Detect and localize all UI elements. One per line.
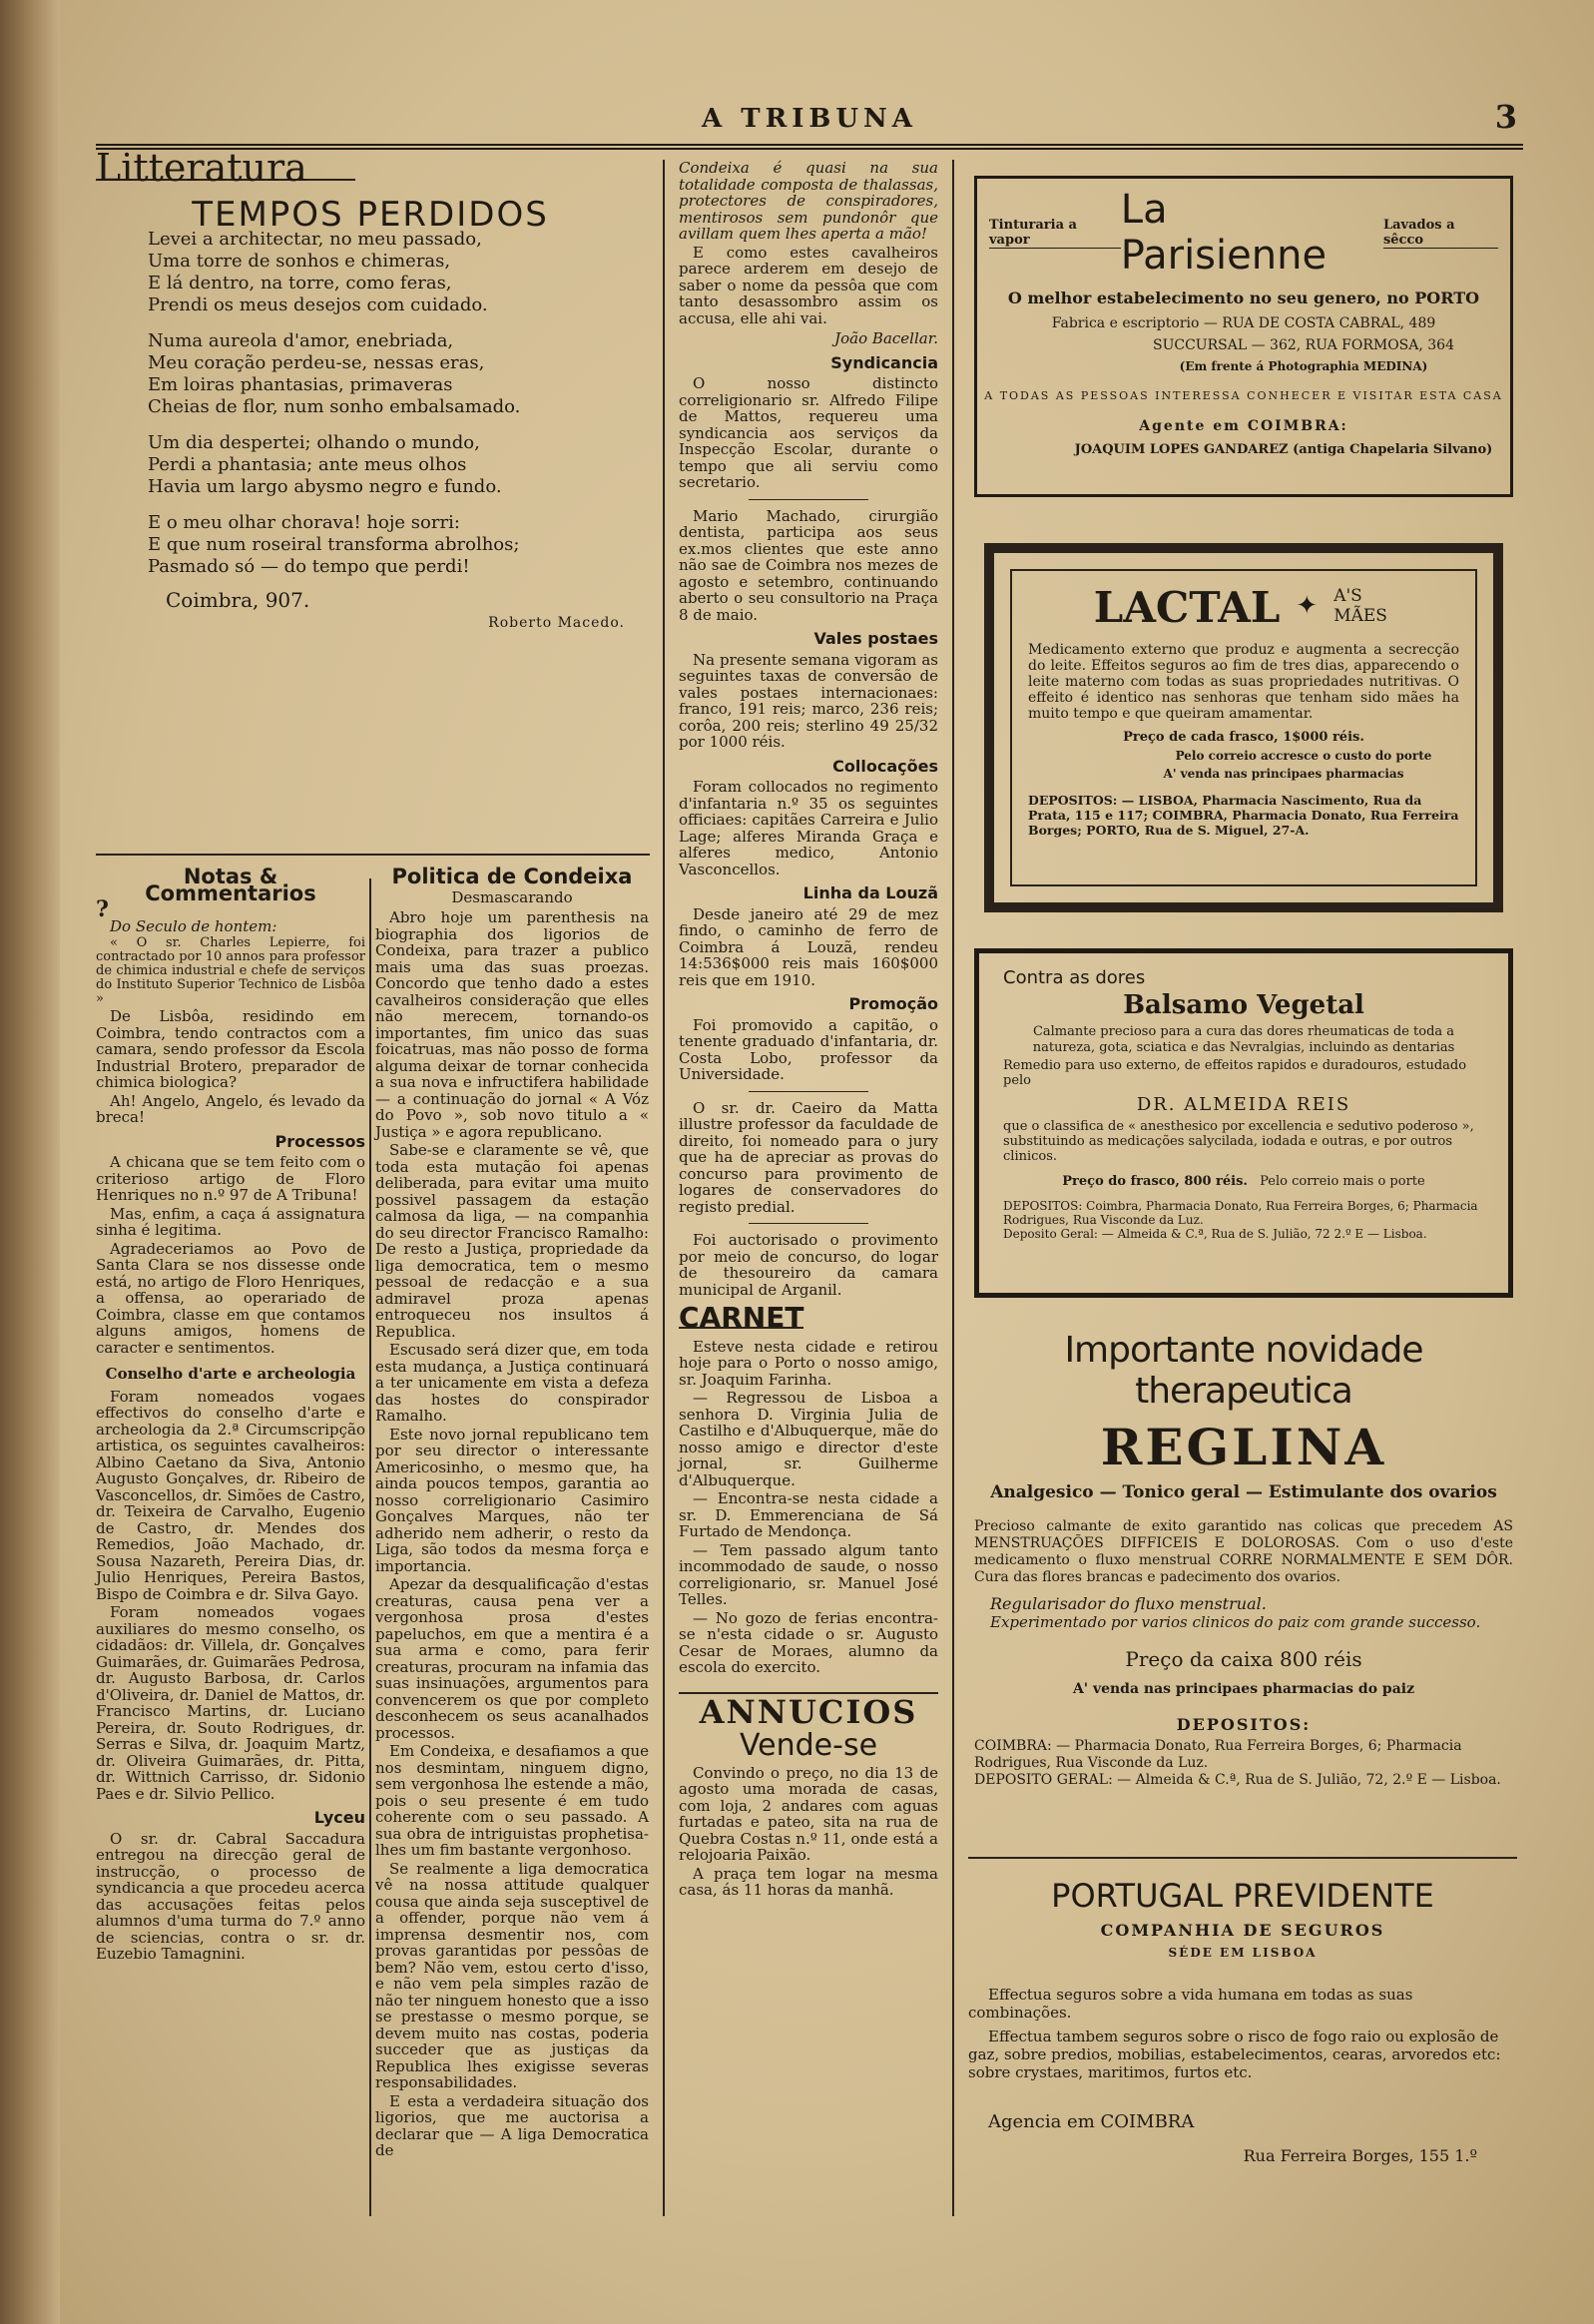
subsection-heading: Syndicancia xyxy=(830,352,938,372)
poem-line: Meu coração perdeu-se, nessas eras, xyxy=(148,352,485,373)
ad-la-parisienne xyxy=(974,176,1513,497)
ad-text: Calmante precioso para a cura das dores rheumaticas de toda a natureza, gota, sciatica e das Nevralgias, incluindo as dentarias xyxy=(1032,1024,1455,1055)
ad-brand: Balsamo Vegetal xyxy=(1123,990,1364,1020)
ad-portugal-previdente xyxy=(968,1867,1517,2165)
ad-text: Effectua tambem seguros sobre o risco de fogo raio ou explosão de gaz, sobre predios, mobilias, estabelecimentos, cearas, arvoredos etc: sobre crystaes, maritimos, furtos etc. xyxy=(968,2028,1501,2081)
poem-stanza xyxy=(148,330,645,418)
poem-line: Havia um largo abysmo negro e fundo. xyxy=(148,476,502,497)
poem-stanza xyxy=(148,229,645,316)
ad-text: Precioso calmante de exito garantido nas colicas que precedem AS MENSTRUAÇÕES DIFFICEIS E DOLOROSAS. Com o uso d'este medicamento o fluxo menstrual CORRE NORMALMENTE E SEM DÔR. Cura das flores brancas e padecimento dos ovarios. xyxy=(974,1518,1513,1585)
ad-text: Contra as dores xyxy=(1003,967,1146,988)
ad-text: SÉDE EM LISBOA xyxy=(1168,1946,1318,1960)
ad-text: Agencia em COIMBRA xyxy=(988,2111,1195,2132)
paragraph: Apezar da desqualificação d'estas creaturas, causa pena ver a vergonhosa prosa d'estes papeluchos, em que a mentira é a sua arma e como, para ferir creaturas, procuram na infamia das suas insinuações, argumentos para convencerem os que por completo desconhecem os seus acanalhados processos. xyxy=(375,1575,649,1742)
ad-brand: REGLINA xyxy=(1100,1418,1387,1476)
column-rule xyxy=(952,160,954,2216)
subsection-heading: Processos xyxy=(274,1131,365,1151)
ad-text: O melhor estabelecimento no seu genero, no PORTO xyxy=(1007,289,1480,307)
poem-line: Cheias de flor, num sonho embalsamado. xyxy=(148,396,521,417)
ad-text: DEPOSITO GERAL: — Almeida & C.ª, Rua de S. Julião, 72, 2.º E — Lisboa. xyxy=(974,1772,1501,1788)
paragraph: O nosso distincto correligionario sr. Alfredo Filipe de Mattos, requereu uma syndicancia aos serviços da Inspecção Escolar, durante o tempo que ali serviu como secretario. xyxy=(679,374,938,491)
poem-line: Numa aureola d'amor, enebriada, xyxy=(148,330,454,351)
paragraph: Agradeceriamos ao Povo de Santa Clara se nos dissesse onde está, no artigo de Floro Henriques, a offensa, ao operariado de Coimbra, classe em que contamos alguns amigos, homens de caracter e sentimentos. xyxy=(96,1239,365,1357)
poem-title: TEMPOS PERDIDOS xyxy=(192,194,549,235)
ad-brand: La Parisienne xyxy=(1120,187,1328,279)
subsection-heading: Promoção xyxy=(848,994,938,1013)
ad-price: Preço do frasco, 800 réis. xyxy=(1062,1174,1248,1189)
paragraph: Abro hoje um parenthesis na biographia dos ligorios de Condeixa, para trazer a publico mais uma das suas proezas. Concordo que tenho dado a estes cavalheiros consideração que elles não merecem, tornando-os importantes, fim unico das suas foicatruas, mas não posso de forma alguma deixar de tornar conhecida a sua nova e infructifera habilidade — a continuação do jornal « A Vóz do Povo », sob novo titulo a « Justiça » e agora republicano. xyxy=(375,908,649,1141)
ad-text: SUCCURSAL — 362, RUA FORMOSA, 364 xyxy=(1152,337,1454,353)
column-rule xyxy=(663,160,665,2216)
ad-label: Lavados a sêcco xyxy=(1383,218,1498,249)
ad-text: JOAQUIM LOPES GANDAREZ (antiga Chapelaria Silvano) xyxy=(1074,442,1493,457)
book-spine xyxy=(0,0,60,2324)
ad-text: DEPOSITOS: — LISBOA, Pharmacia Nascimento, Rua da Prata, 115 e 117; COIMBRA, Pharmacia Donato, Rua Ferreira Borges; PORTO, Rua de S. Miguel, 27-A. xyxy=(1028,793,1459,838)
poem-place: Coimbra, 907. xyxy=(166,588,310,612)
ad-text: Medicamento externo que produz e augmenta a secrecção do leite. Effeitos seguros ao fim de tres dias, apparecendo o leite materno com todas as suas propriedades nutritivas. O effeito é identico nas senhoras que tenham sido mães ha muito tempo e que queiram amamentar. xyxy=(1028,642,1459,722)
ad-text: COMPANHIA DE SEGUROS xyxy=(1100,1921,1385,1940)
poem-line: Levei a architectar, no meu passado, xyxy=(148,229,482,250)
politica-section xyxy=(375,865,649,2161)
poem-line: Um dia despertei; olhando o mundo, xyxy=(148,432,480,453)
paragraph: — Encontra-se nesta cidade a sr. D. Emmerenciana de Sá Furtado de Mendonça. xyxy=(679,1489,938,1540)
ad-reglina xyxy=(974,1330,1513,1789)
paragraph: Em Condeixa, e desafiamos a que nos desmintam, ninguem digno, sem vergonhosa lhe estende a mão, pois o seu presente é em tudo coherente com o seu passado. A sua obra de intriguistas prophetisa-lhes um fim bastante vergonhoso. xyxy=(375,1742,649,1859)
subsection-heading: Collocações xyxy=(832,756,938,776)
paragraph: Foi auctorisado o provimento por meio de concurso, do logar de thesoureiro da camara municipal de Arganil. xyxy=(679,1231,938,1299)
paragraph: E como estes cavalheiros parece arderem em desejo de saber o nome da pessôa que com tanto desassombro assim os accusa, elle ahi vai. xyxy=(679,243,938,327)
star-icon: ✦ xyxy=(1296,590,1319,621)
column-rule xyxy=(369,878,371,2216)
ad-doctor: DR. ALMEIDA REIS xyxy=(1136,1094,1351,1115)
vende-heading: Vende-se xyxy=(739,1728,878,1763)
ad-text: Pelo correio mais o porte xyxy=(1260,1174,1425,1189)
poem-line: Perdi a phantasia; ante meus olhos xyxy=(148,454,467,475)
ad-price-row xyxy=(1003,1174,1484,1189)
ad-text: Analgesico — Tonico geral — Estimulante dos ovarios xyxy=(990,1482,1497,1502)
news-column xyxy=(679,160,938,1901)
poem-line: Pasmado só — do tempo que perdi! xyxy=(148,556,470,577)
ad-text: (Em frente á Photographia MEDINA) xyxy=(1179,359,1428,373)
poem-stanza xyxy=(148,512,645,578)
ad-text: DEPOSITOS: xyxy=(1176,1715,1312,1734)
section-rule xyxy=(968,1857,1517,1859)
annuncios-heading: ANNUCIOS xyxy=(679,1692,938,1721)
paragraph: — No gozo de ferias encontra-se n'esta cidade o sr. Augusto Cesar de Moraes, alumno da escola do exercito. xyxy=(679,1608,938,1676)
newspaper-title: A TRIBUNA xyxy=(702,104,917,134)
ad-text: A' venda nas principaes pharmacias xyxy=(1163,767,1404,781)
subsection-heading: Vales postaes xyxy=(813,629,938,648)
paragraph: A chicana que se tem feito com o criterioso artigo de Floro Henriques no n.º 97 de A Tribuna! xyxy=(96,1153,365,1204)
ad-text: Experimentado por varios clinicos do paiz com grande successo. xyxy=(990,1613,1481,1631)
ad-text: Effectua seguros sobre a vida humana em todas as suas combinações. xyxy=(968,1986,1413,2022)
litteratura-section xyxy=(96,146,645,849)
ad-price: Preço da caixa 800 réis xyxy=(1125,1647,1362,1671)
ad-inner xyxy=(1010,569,1477,886)
ad-text: A TODAS AS PESSOAS INTERESSA CONHECER E VISITAR ESTA CASA xyxy=(984,389,1503,402)
paragraph: O sr. dr. Cabral Saccadura entregou na direcção geral de instrucção, o processo de syndicancia a que procedeu acerca das accusações feitas pelos alumnos d'uma turma do 7.º anno de sciencias, contra o sr. dr. Euzebio Tamagnini. xyxy=(96,1829,365,1963)
subsection-heading: Linha da Louzã xyxy=(802,883,938,902)
subsection-heading: Conselho d'arte e archeologia xyxy=(105,1365,356,1383)
paragraph: Esteve nesta cidade e retirou hoje para o Porto o nosso amigo, sr. Joaquim Farinha. xyxy=(679,1337,938,1389)
paragraph: A praça tem logar na mesma casa, ás 11 horas da manhã. xyxy=(679,1864,938,1899)
ad-subtitle: A'S MÃES xyxy=(1333,585,1387,626)
ad-text: A' venda nas principaes pharmacias do paiz xyxy=(1072,1681,1415,1697)
paragraph: O sr. dr. Caeiro da Matta illustre professor da faculdade de direito, foi nomeado para o jury que ha de apreciar as provas do concurso para provimento de logares de conservadores do registo predial. xyxy=(679,1098,938,1216)
page-number: 3 xyxy=(1494,98,1517,136)
paragraph: Mas, enfim, a caça á assignatura sinha é legitima. xyxy=(96,1204,365,1239)
paragraph: De Lisbôa, residindo em Coimbra, tendo contractos com a camara, sendo professor da Escola Industrial Brotero, preparador de chimica biologica? xyxy=(96,1007,365,1091)
ad-text: Pelo correio accresce o custo do porte xyxy=(1175,749,1432,763)
notas-section xyxy=(96,865,365,1965)
paragraph: Se realmente a liga democratica vê na nossa attitude qualquer cousa que ainda seja susceptivel de a offender, porque não vem á imprensa desmentir nos, com provas garantidas por pessôas de bem? Não vem, estou certo d'isso, e não vem pela simples razão de não ter ninguem honesto que a isso se prestasse o mesmo porque, se devem muito nas costas, poderia succeder que as justiças da Republica lhes exigisse severas responsabilidades. xyxy=(375,1859,649,2091)
paragraph: Desde janeiro até 29 de mez findo, o caminho de ferro de Coimbra á Louzã, rendeu 14:536$000 reis mais 160$000 reis que em 1910. xyxy=(679,904,938,989)
paragraph: Mario Machado, cirurgião dentista, participa aos seus ex.mos clientes que este anno não sae de Coimbra nos mezes de agosto e setembro, continuando aberto o seu consultorio na Praça 8 de maio. xyxy=(679,506,938,624)
subheading: Desmascarando xyxy=(451,887,573,906)
poem xyxy=(148,229,645,578)
carnet-heading: CARNET xyxy=(679,1301,804,1334)
ad-label: Tinturaria a vapor xyxy=(989,218,1121,249)
signature: João Bacellar. xyxy=(834,329,938,347)
ad-text: Fabrica e escriptorio — RUA DE COSTA CABRAL, 489 xyxy=(1051,315,1436,331)
paragraph: Convindo o preço, no dia 13 de agosto uma morada de casas, com loja, 2 andares com aguas furtadas e pateo, sita na rua de Quebra Costas n.º 11, onde está a relojoaria Paixão. xyxy=(679,1763,938,1864)
ad-address: Rua Ferreira Borges, 155 1.º xyxy=(1243,2146,1477,2165)
paragraph: E esta a verdadeira situação dos ligorios, que me auctorisa a declarar que — A liga Democratica de xyxy=(375,2091,649,2159)
divider xyxy=(749,499,868,500)
ad-text: Regularisador do fluxo menstrual. xyxy=(990,1594,1267,1613)
paragraph: Do Seculo de hontem: xyxy=(110,916,277,935)
paragraph: Foi promovido a capitão, o tenente graduado d'infantaria, dr. Costa Lobo, professor da Universidade. xyxy=(679,1015,938,1083)
ad-brand: PORTUGAL PREVIDENTE xyxy=(1051,1877,1434,1915)
poem-author: Roberto Macedo. xyxy=(488,614,625,631)
ad-header xyxy=(977,179,1510,279)
poem-line: E que num roseiral transforma abrolhos; xyxy=(148,534,520,555)
paragraph: Escusado será dizer que, em toda esta mudança, a Justiça continuará a ter unicamente em vista a defeza das hostes do conspirador Ramalho. xyxy=(375,1341,649,1425)
ad-lactal xyxy=(984,543,1503,912)
subsection-heading: Lyceu xyxy=(313,1808,365,1827)
divider xyxy=(749,1223,868,1224)
ad-header xyxy=(1028,579,1459,632)
paragraph: Condeixa é quasi na sua totalidade composta de thalassas, protectores de conspiradores, mentirosos sem pundonôr que avillam quem lhes aperta a mão! xyxy=(679,159,938,243)
masthead xyxy=(96,100,1523,150)
poem-line: E lá dentro, na torre, como feras, xyxy=(148,273,452,293)
poem-line: Prendi os meus desejos com cuidado. xyxy=(148,294,488,315)
paragraph: Foram nomeados vogaes effectivos do conselho d'arte e archeologia da 2.ª Circumscripção artistica, os seguintes cavalheiros: Albino Caetano da Siva, Antonio Augusto Gonçalves, dr. Ribeiro de Vasconcellos, dr. Simões de Castro, dr. Teixeira de Carvalho, Eugenio de Castro, dr. Mendes dos Remedios, João Machado, dr. Sousa Nazareth, Pereira Dias, dr. Julio Henriques, Pereira Bastos, Bispo de Coimbra e dr. Silva Gayo. xyxy=(96,1387,365,1603)
divider xyxy=(749,1091,868,1092)
paragraph: — Tem passado algum tanto incommodado de saude, o nosso correligionario, sr. Manuel José Telles. xyxy=(679,1540,938,1608)
paragraph: Foram nomeados vogaes auxiliares do mesmo conselho, os cidadãos: dr. Villela, dr. Gonçalves Guimarães, dr. Guimarães Pedrosa, dr. Augusto Barbosa, dr. Carlos d'Oliveira, dr. Daniel de Mattos, dr. Francisco Martins, dr. Luciano Pereira, dr. Souto Rodrigues, dr. Serras e Silva, dr. Joaquim Martz, dr. Oliveira Guimarães, dr. Pitta, dr. Wittnich Carrisso, dr. Sidonio Paes e dr. Silvio Pellico. xyxy=(96,1603,365,1803)
section-heading: Litteratura xyxy=(96,160,355,181)
poem-line: Em loiras phantasias, primaveras xyxy=(148,374,453,395)
poem-stanza xyxy=(148,432,645,498)
paragraph: Foram collocados no regimento d'infantaria n.º 35 os seguintes officiaes: capitães Carreira e Julio Lage; alferes Miranda Graça e alferes medico, Antonio Vasconcellos. xyxy=(679,778,938,878)
paragraph: — Regressou de Lisboa a senhora D. Virginia Julia de Castilho e d'Albuquerque, mãe do nosso amigo e director d'este jornal, sr. Guilherme d'Albuquerque. xyxy=(679,1389,938,1489)
poem-line: Uma torre de sonhos e chimeras, xyxy=(148,251,451,272)
section-rule xyxy=(96,854,650,856)
paragraph: Na presente semana vigoram as seguintes taxas de conversão de vales postaes internacionaes: franco, 191 reis; marco, 236 reis; corôa, 200 reis; sterlino 49 25/32 por 1000 réis. xyxy=(679,650,938,751)
ad-text: que o classifica de « anesthesico por excellencia e sedutivo poderoso », substituindo as medicações salycilada, iodada e outras, e por outros clinicos. xyxy=(1003,1119,1474,1164)
ad-balsamo-vegetal xyxy=(974,948,1513,1298)
quote: « O sr. Charles Lepierre, foi contractado por 10 annos para professor de chimica industrial e chefe de serviços do Instituto Superior Technico de Lisbôa » xyxy=(96,935,365,1006)
ad-text: Importante novidade therapeutica xyxy=(1064,1330,1423,1412)
ad-text: COIMBRA: — Pharmacia Donato, Rua Ferreira Borges, 6; Pharmacia Rodrigues, Rua Visconde da Luz. xyxy=(974,1738,1462,1771)
ad-text: DEPOSITOS: Coimbra, Pharmacia Donato, Rua Ferreira Borges, 6; Pharmacia Rodrigues, Rua Visconde da Luz. xyxy=(1003,1199,1478,1227)
poem-line: E o meu olhar chorava! hoje sorri: xyxy=(148,512,460,533)
ad-price: Preço de cada frasco, 1$000 réis. xyxy=(1123,730,1364,745)
question-mark: ? xyxy=(96,896,109,922)
ad-brand: LACTAL xyxy=(1093,583,1281,632)
paragraph: Este novo jornal republicano tem por seu director o interessante Americosinho, o mesmo que, ha ainda poucos tempos, garantia ao nosso correligionario Casimiro Gonçalves Marques, não ter adherido nem adherir, o resto da Liga, são todos da mesma força e importancia. xyxy=(375,1425,649,1575)
paragraph: Ah! Angelo, Angelo, és levado da breca! xyxy=(96,1091,365,1126)
paragraph: Sabe-se e claramente se vê, que toda esta mutação foi apenas deliberada, para evitar uma muito possivel passagem da estação calmosa da liga, — na companhia do seu director Francisco Ramalho: De resto a Justiça, propriedade da liga democratica, tem o mesmo pessoal de redacção e a sua admiravel proza apenas entroqueceu nos insultos á Republica. xyxy=(375,1141,649,1341)
ad-text: Deposito Geral: — Almeida & C.ª, Rua de S. Julião, 72 2.º E — Lisboa. xyxy=(1003,1227,1427,1241)
ad-text: Remedio para uso externo, de effeitos rapidos e duradouros, estudado pelo xyxy=(1003,1058,1467,1088)
section-heading: Politica de Condeixa xyxy=(391,865,633,888)
section-heading: Notas & Commentarios xyxy=(145,865,316,905)
ad-text: Agente em COIMBRA: xyxy=(1139,418,1348,434)
